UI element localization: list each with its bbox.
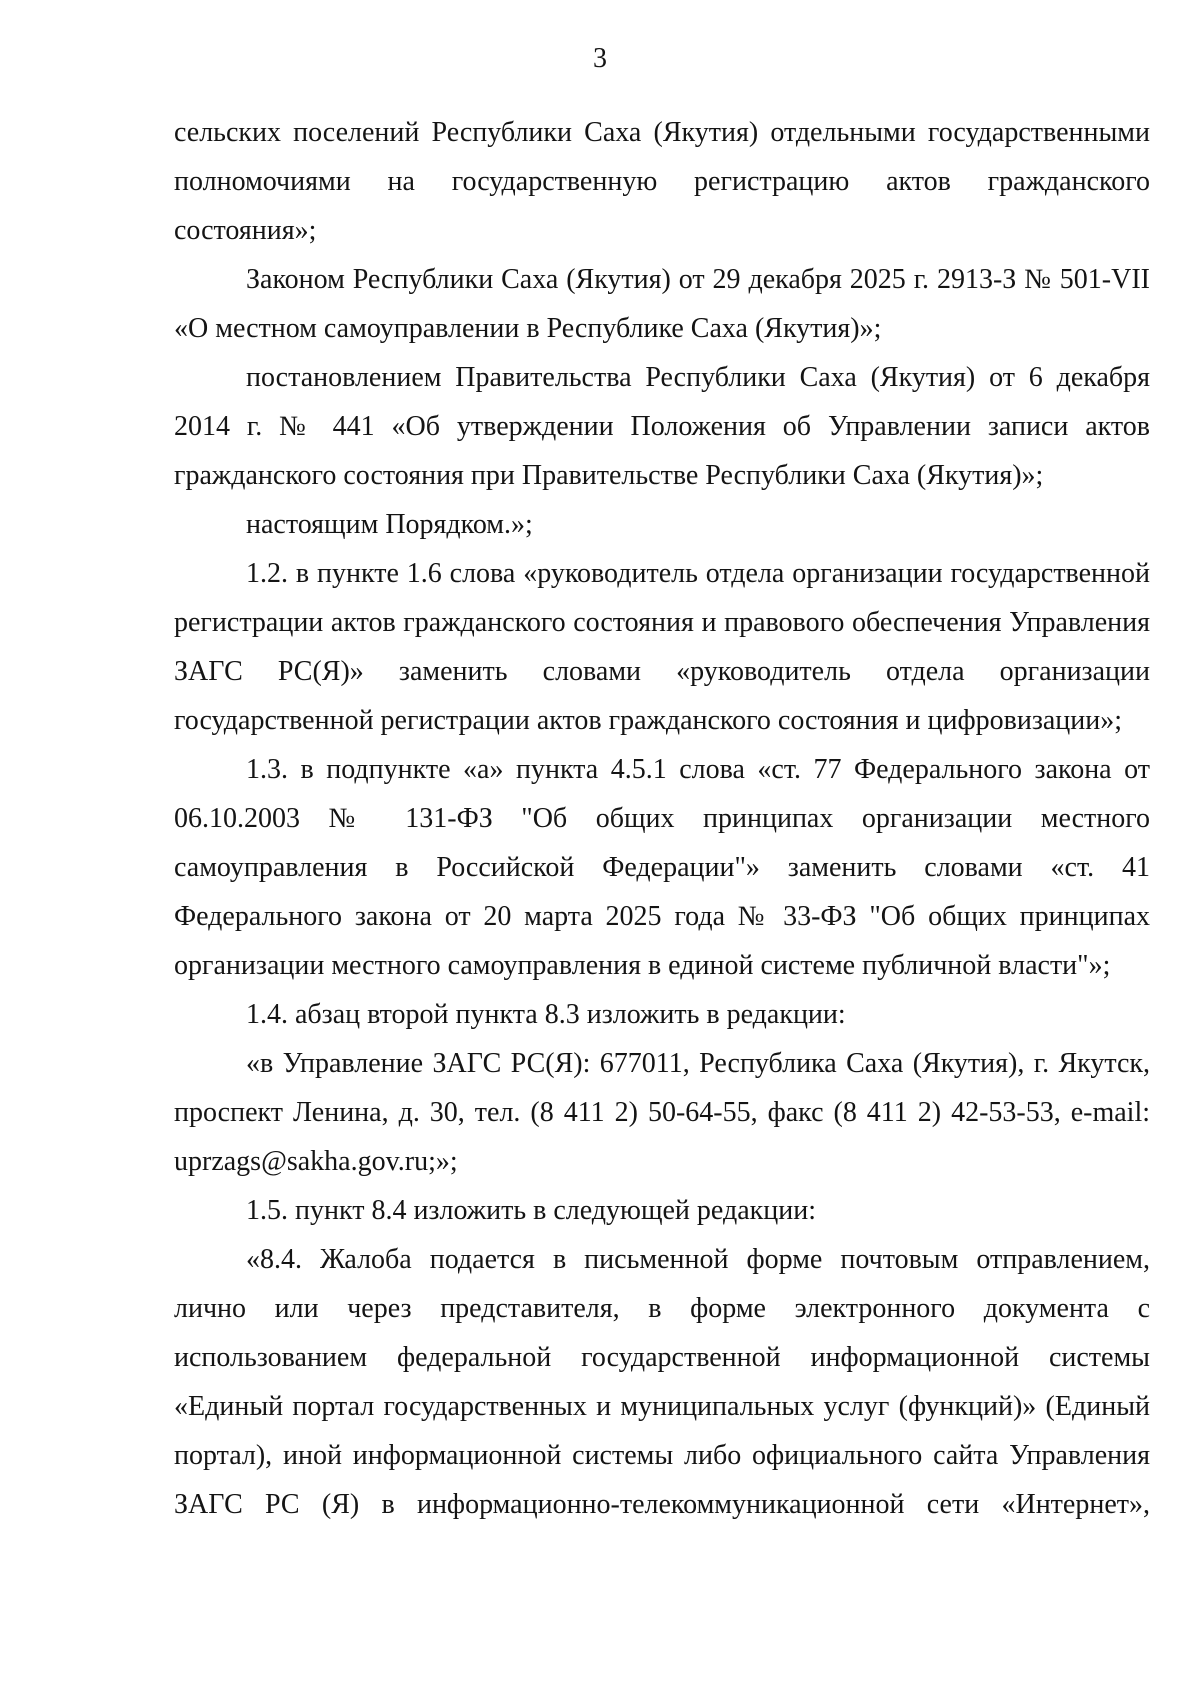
document-body	[174, 108, 1150, 1529]
paragraph-item-1-4: 1.4. абзац второй пункта 8.3 изложить в редакции:	[246, 999, 846, 1030]
page-number: 3	[593, 43, 607, 74]
paragraph-item-1-5: 1.5. пункт 8.4 изложить в следующей редакции:	[246, 1195, 816, 1226]
paragraph-law-reference: Законом Республики Саха (Якутия) от 29 декабря 2025 г. 2913-З № 501-VII «О местном самоуправлении в Республике Саха (Якутия)»;	[174, 264, 1150, 344]
paragraph-continuation: сельских поселений Республики Саха (Якутия) отдельными государственными полномочиями на государственную регистрацию актов гражданского состояния»;	[174, 117, 1150, 246]
paragraph-this-procedure: настоящим Порядком.»;	[246, 509, 533, 540]
paragraph-government-decree: постановлением Правительства Республики Саха (Якутия) от 6 декабря 2014 г. № 441 «Об утверждении Положения об Управлении записи актов гражданского состояния при Правительстве Республики Саха (Якутия)»;	[174, 362, 1150, 491]
paragraph-item-1-3: 1.3. в подпункте «а» пункта 4.5.1 слова «ст. 77 Федерального закона от 06.10.2003 № 131-ФЗ "Об общих принципах организации местного самоуправления в Российской Федерации"» заменить словами «ст. 41 Федерального закона от 20 марта 2025 года № 33-ФЗ "Об общих принципах организации местного самоуправления в единой системе публичной власти"»;	[174, 754, 1150, 981]
paragraph-item-1-2: 1.2. в пункте 1.6 слова «руководитель отдела организации государственной регистрации актов гражданского состояния и правового обеспечения Управления ЗАГС РС(Я)» заменить словами «руководитель отдела организации государственной регистрации актов гражданского состояния и цифровизации»;	[174, 558, 1150, 736]
paragraph-address-contacts: «в Управление ЗАГС РС(Я): 677011, Республика Саха (Якутия), г. Якутск, проспект Ленина, д. 30, тел. (8 411 2) 50-64-55, факс (8 411 2) 42-53-53, e-mail: uprzags@sakha.gov.ru;»;	[174, 1048, 1150, 1177]
paragraph-item-8-4: «8.4. Жалоба подается в письменной форме почтовым отправлением, лично или через представителя, в форме электронного документа с использованием федеральной государственной информационной системы «Единый портал государственных и муниципальных услуг (функций)» (Единый портал), иной информационной системы либо официального сайта Управления ЗАГС РС (Я) в информационно-телекоммуникационной сети «Интернет»,	[174, 1244, 1150, 1520]
